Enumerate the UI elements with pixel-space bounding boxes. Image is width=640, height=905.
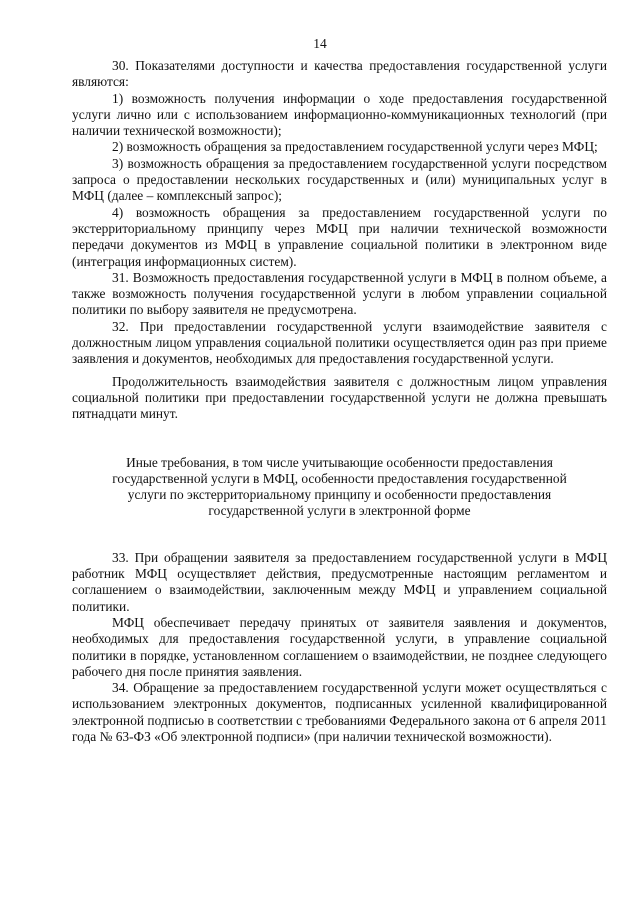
list-item-1: 1) возможность получения информации о ходе предоставления государственной услуги лично или с использованием информационно-коммуникационных технологий (при наличии технической возможности);: [72, 90, 607, 139]
paragraph-30: 30. Показателями доступности и качества предоставления государственной услуги являются:: [72, 58, 607, 90]
list-item-2: 2) возможность обращения за предоставлением государственной услуги через МФЦ;: [112, 139, 598, 155]
page-number: 14: [313, 36, 327, 51]
document-body: [72, 58, 607, 745]
paragraph-33: 33. При обращении заявителя за предоставлением государственной услуги в МФЦ работник МФЦ осуществляет действия, предусмотренные настоящим регламентом и соглашением о взаимодействии, заключенным между МФЦ и управлением социальной политики.: [72, 549, 607, 614]
paragraph-32: 32. При предоставлении государственной услуги взаимодействие заявителя с должностным лицом управления социальной политики осуществляется один раз при приеме заявления и документов, необходимых для предоставления государственной услуги.: [72, 318, 607, 367]
paragraph-duration: Продолжительность взаимодействия заявителя с должностным лицом управления социальной политики при предоставлении государственной услуги не должна превышать пятнадцати минут.: [72, 373, 607, 422]
paragraph-31: 31. Возможность предоставления государственной услуги в МФЦ в полном объеме, а также возможность получения государственной услуги в любом управлении социальной политики по выбору заявителя не предусмотрена.: [72, 269, 607, 318]
section-heading: Иные требования, в том числе учитывающие особенности предоставления государственной услуги в МФЦ, особенности предоставления государственной услуги по экстерриториальному принципу и особенности предоставления государственной услуги в электронной форме: [112, 454, 567, 519]
list-item-4: 4) возможность обращения за предоставлением государственной услуги по экстерриториальному принципу через МФЦ при наличии технической возможности передачи документов из МФЦ в управление социальной политики в электронном виде (интеграция информационных систем).: [72, 204, 607, 269]
paragraph-34: 34. Обращение за предоставлением государственной услуги может осуществляться с использованием электронных документов, подписанных усиленной квалифицированной электронной подписью в соответствии с требованиями Федерального закона от 6 апреля 2011 года № 63-ФЗ «Об электронной подписи» (при наличии технической возможности).: [72, 680, 607, 744]
paragraph-mfc-transfer: МФЦ обеспечивает передачу принятых от заявителя заявления и документов, необходимых для предоставления государственной услуги, в управление социальной политики в порядке, установленном соглашением о взаимодействии, не позднее следующего рабочего дня после принятия заявления.: [72, 614, 607, 679]
list-item-3: 3) возможность обращения за предоставлением государственной услуги посредством запроса о предоставлении нескольких государственных и (или) муниципальных услуг в МФЦ (далее – комплексный запрос);: [72, 155, 607, 204]
